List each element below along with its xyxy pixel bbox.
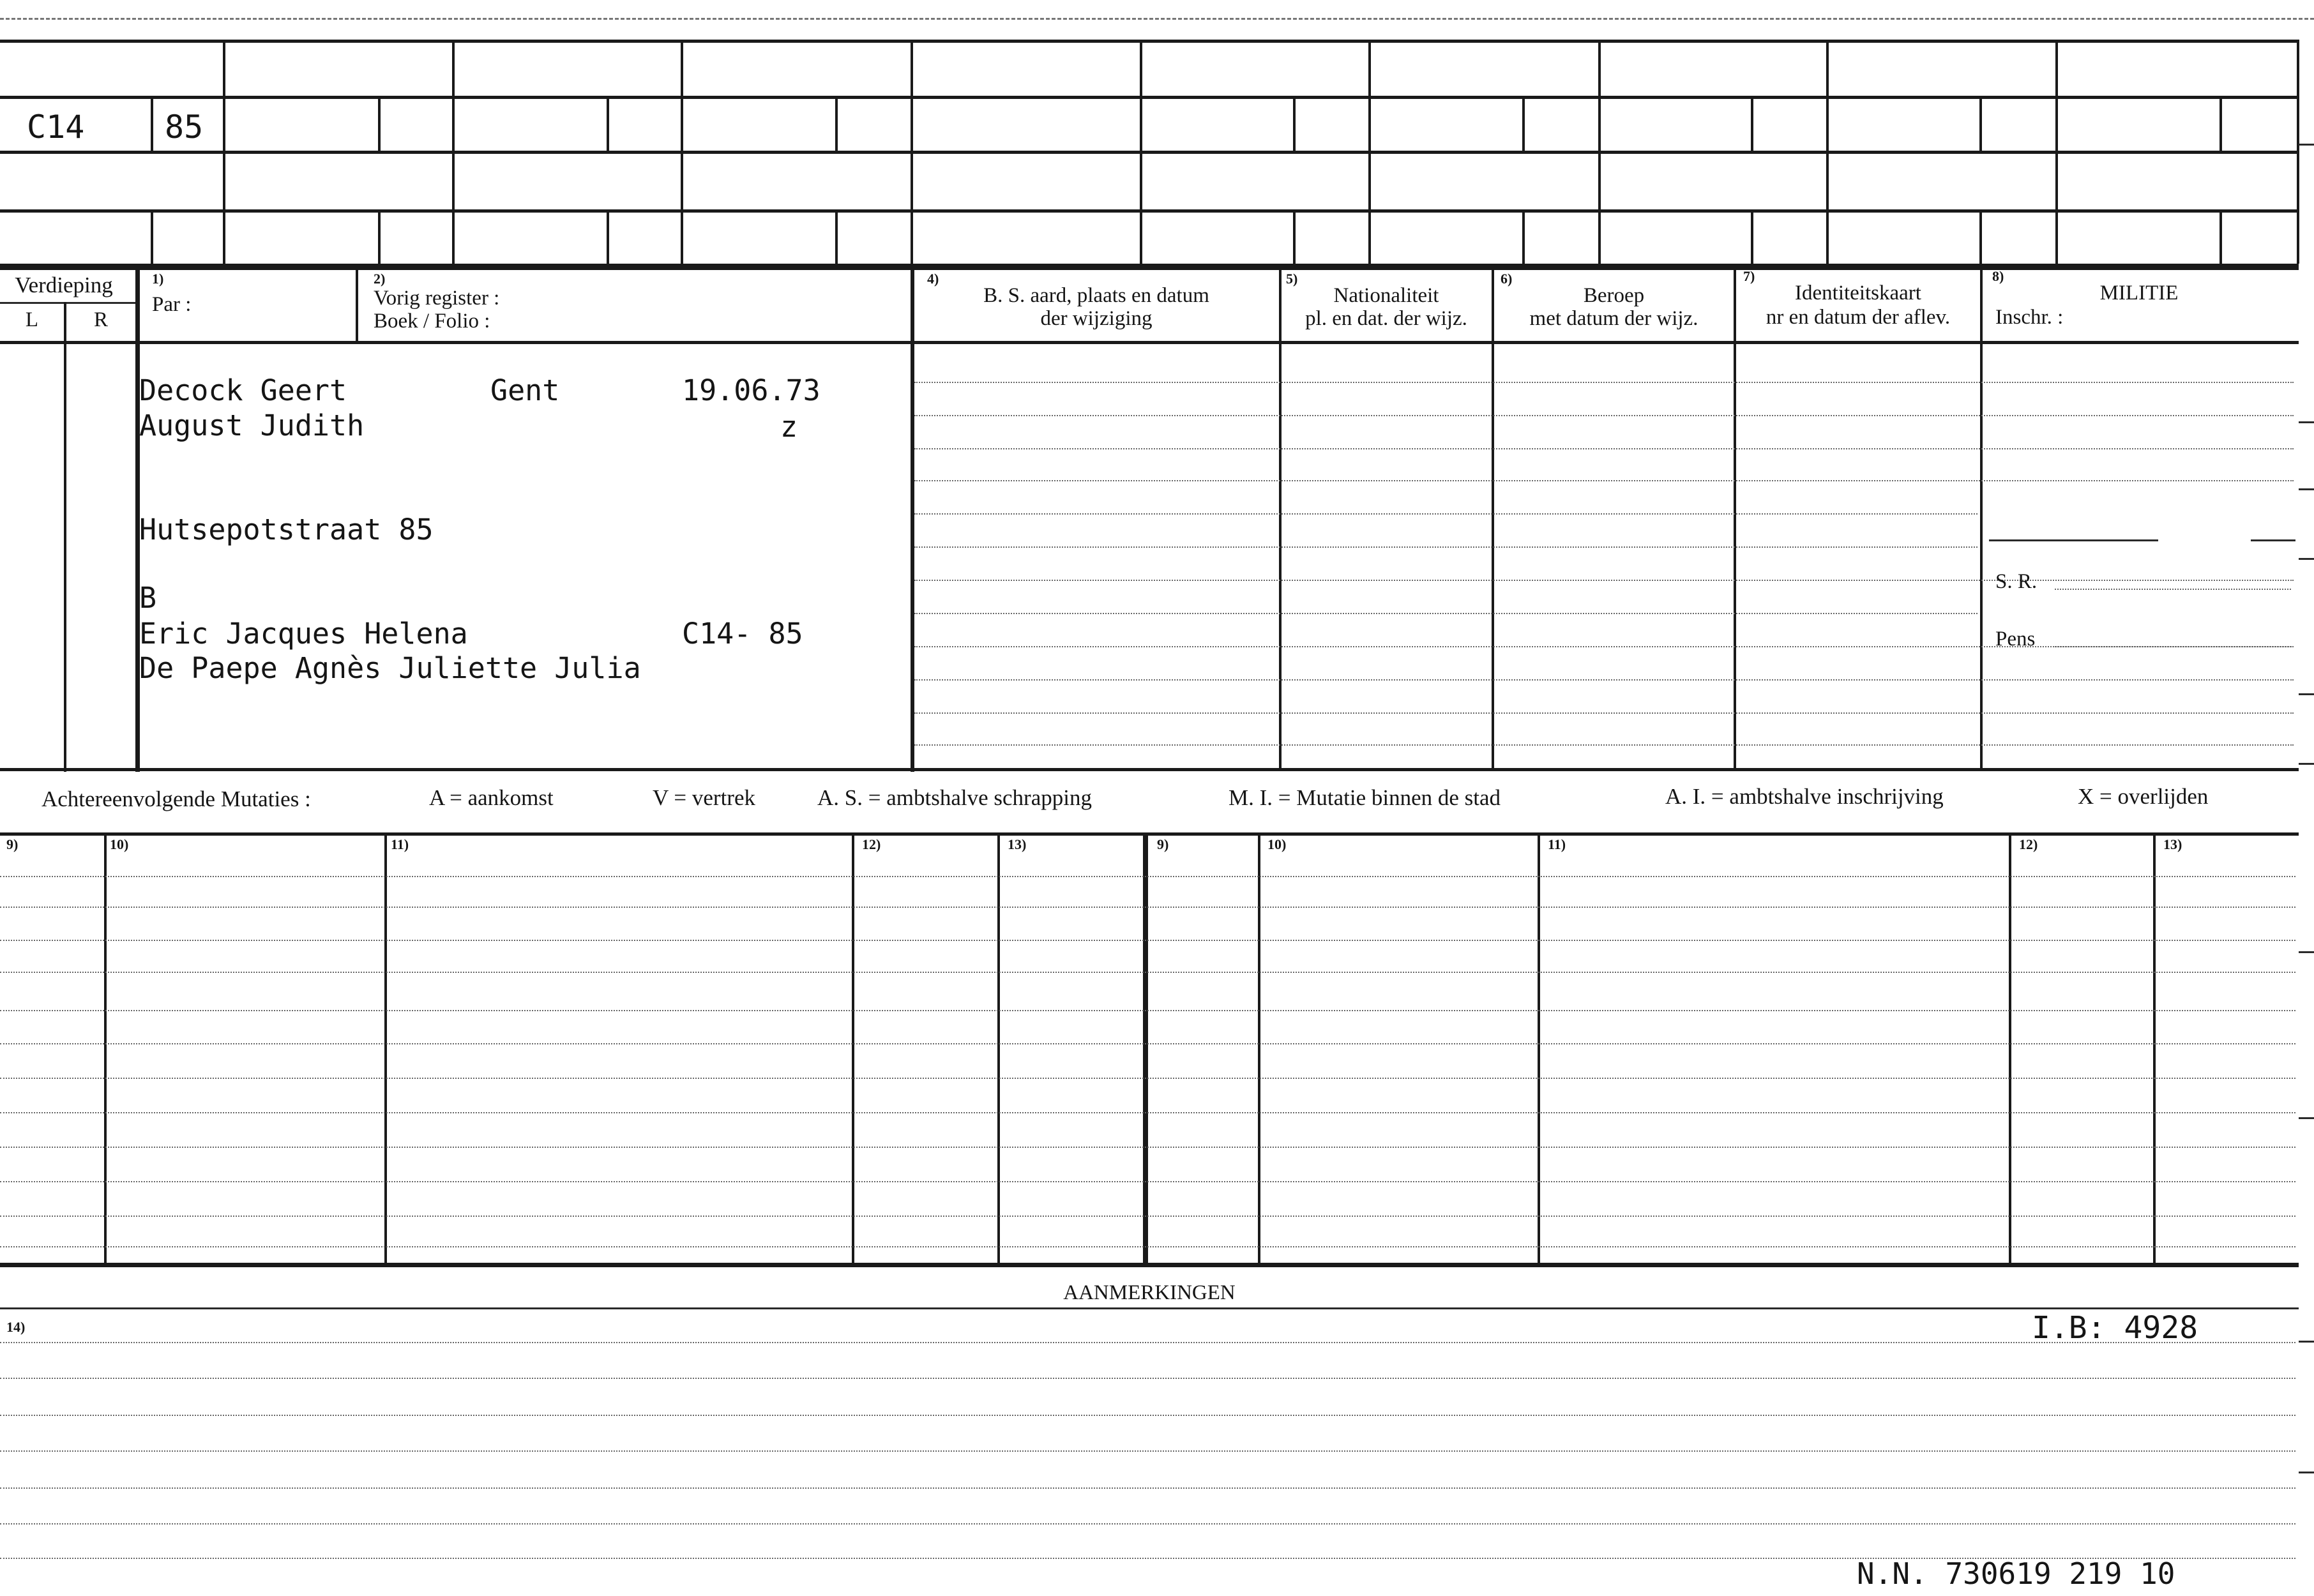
ruling bbox=[0, 972, 2295, 973]
ruling bbox=[0, 1450, 2295, 1452]
legend-vertrek: V = vertrek bbox=[653, 785, 755, 810]
grid-line bbox=[1751, 96, 1753, 151]
identiteitskaart-header: Identiteitskaart bbox=[1795, 282, 1921, 305]
ruling bbox=[914, 712, 2294, 714]
column-number: 7) bbox=[1743, 268, 1755, 284]
column-number: 2) bbox=[374, 271, 386, 287]
tick bbox=[2299, 144, 2314, 146]
ruling bbox=[914, 744, 2294, 746]
grid-line bbox=[64, 302, 66, 772]
tick bbox=[2299, 693, 2314, 695]
ruling bbox=[914, 613, 1977, 614]
grid-line bbox=[1522, 209, 1525, 264]
ruling bbox=[0, 1043, 2295, 1044]
verdieping-label: Verdieping bbox=[15, 273, 113, 297]
grid-line bbox=[1979, 96, 1982, 151]
ruling bbox=[0, 1415, 2295, 1416]
legend-aankomst: A = aankomst bbox=[429, 785, 554, 810]
grid-line bbox=[681, 40, 683, 264]
grid-line bbox=[0, 267, 2299, 270]
tick bbox=[2299, 1117, 2314, 1119]
grid-line bbox=[0, 341, 2299, 344]
grid-line bbox=[607, 209, 609, 264]
ruling bbox=[0, 1523, 2295, 1524]
grid-line bbox=[384, 832, 387, 1263]
ruling bbox=[0, 1216, 2295, 1217]
person-name-3: Eric Jacques Helena bbox=[139, 617, 468, 651]
column-number: 9) bbox=[1157, 836, 1169, 852]
grid-line bbox=[852, 832, 854, 1263]
grid-line bbox=[1734, 267, 1736, 768]
grid-line bbox=[1979, 209, 1982, 264]
birth-place: Gent bbox=[490, 373, 560, 407]
ruling bbox=[0, 1246, 2295, 1247]
grid-line bbox=[0, 96, 2299, 99]
grid-line bbox=[0, 768, 2299, 771]
grid-line bbox=[378, 96, 381, 151]
person-name-2: August Judith bbox=[139, 409, 365, 442]
top-cut-line bbox=[0, 18, 2314, 20]
boek-folio-label: Boek / Folio : bbox=[374, 310, 490, 333]
grid-line bbox=[1293, 96, 1296, 151]
grid-line bbox=[151, 209, 153, 264]
grid-line bbox=[1522, 96, 1525, 151]
ruling bbox=[914, 415, 2294, 416]
column-number: 11) bbox=[391, 836, 409, 852]
birth-date: 19.06.73 bbox=[682, 373, 820, 407]
ruling bbox=[0, 1078, 2295, 1079]
floor-left-label: L bbox=[25, 308, 39, 331]
beroep-subheader: met datum der wijz. bbox=[1529, 307, 1698, 330]
ruling bbox=[914, 448, 2294, 449]
address: Hutsepotstraat 85 bbox=[139, 513, 434, 546]
grid-line bbox=[0, 1263, 2299, 1267]
ruling bbox=[0, 876, 2295, 877]
column-number: 4) bbox=[927, 271, 939, 287]
ruling bbox=[0, 1487, 2295, 1489]
column-number: 11) bbox=[1548, 836, 1566, 852]
grid-line bbox=[0, 1307, 2299, 1309]
tick bbox=[2299, 763, 2314, 765]
grid-line bbox=[607, 96, 609, 151]
grid-line bbox=[0, 40, 2299, 43]
grid-line bbox=[2219, 96, 2222, 151]
grid-line bbox=[151, 96, 153, 151]
bs-header-line1: B. S. aard, plaats en datum bbox=[983, 284, 1209, 307]
grid-line bbox=[1492, 267, 1494, 768]
ruling bbox=[914, 546, 1977, 548]
militie-divider bbox=[1989, 539, 2158, 541]
militie-title: MILITIE bbox=[2099, 282, 2179, 305]
sr-line bbox=[2055, 589, 2291, 590]
grid-line bbox=[1598, 40, 1601, 264]
ruling bbox=[0, 1112, 2295, 1113]
ruling bbox=[914, 580, 2294, 581]
ruling bbox=[0, 1010, 2295, 1011]
grid-line bbox=[1293, 209, 1296, 264]
ruling bbox=[914, 382, 2294, 383]
ruling bbox=[0, 1181, 2295, 1182]
par-label: Par : bbox=[152, 293, 192, 316]
column-number: 5) bbox=[1286, 271, 1298, 287]
bs-header-line2: der wijziging bbox=[1040, 307, 1153, 330]
section-code: C14 bbox=[27, 109, 85, 146]
legend-inschrijving: A. I. = ambtshalve inschrijving bbox=[1665, 784, 1944, 809]
grid-line bbox=[0, 151, 2299, 154]
tick bbox=[2299, 1341, 2314, 1343]
tick bbox=[2299, 1472, 2314, 1473]
remarks-title: AANMERKINGEN bbox=[1063, 1281, 1236, 1304]
column-number: 6) bbox=[1501, 271, 1513, 287]
grid-line bbox=[0, 302, 135, 304]
grid-line bbox=[2009, 832, 2011, 1263]
grid-line bbox=[1368, 40, 1371, 264]
grid-line bbox=[223, 40, 225, 264]
nationaliteit-subheader: pl. en dat. der wijz. bbox=[1305, 307, 1467, 330]
grid-line bbox=[378, 209, 381, 264]
ruling bbox=[914, 513, 1977, 515]
column-number: 10) bbox=[1267, 836, 1287, 852]
person-name-1: Decock Geert bbox=[139, 373, 347, 407]
ruling bbox=[914, 480, 2294, 481]
grid-line bbox=[0, 209, 2299, 213]
grid-line bbox=[2219, 209, 2222, 264]
sr-label: S. R. bbox=[1995, 570, 2038, 593]
identiteitskaart-subheader: nr en datum der aflev. bbox=[1766, 306, 1951, 329]
grid-line bbox=[835, 96, 838, 151]
militie-divider bbox=[2251, 539, 2295, 541]
pens-line bbox=[2053, 646, 2291, 647]
tick bbox=[2299, 558, 2314, 560]
grid-line bbox=[911, 267, 914, 772]
grid-line bbox=[356, 267, 358, 341]
national-number: N.N. 730619 219 10 bbox=[1857, 1556, 2175, 1591]
ruling bbox=[0, 1147, 2295, 1148]
grid-line bbox=[1826, 40, 1829, 264]
ruling bbox=[0, 1378, 2295, 1379]
grid-line bbox=[1751, 209, 1753, 264]
status-code: z bbox=[780, 410, 798, 444]
tick bbox=[2299, 951, 2314, 953]
ruling bbox=[914, 679, 2294, 681]
column-number: 9) bbox=[6, 836, 19, 852]
tick bbox=[2299, 488, 2314, 490]
grid-line bbox=[0, 832, 2299, 836]
grid-line bbox=[452, 40, 455, 264]
column-number: 10) bbox=[110, 836, 129, 852]
grid-line bbox=[2055, 40, 2058, 264]
grid-line bbox=[2153, 832, 2156, 1263]
tick bbox=[2299, 421, 2314, 423]
grid-line bbox=[911, 40, 913, 264]
floor-right-label: R bbox=[93, 308, 108, 331]
grid-line bbox=[2297, 40, 2299, 264]
column-number: 13) bbox=[1008, 836, 1027, 852]
grid-line bbox=[1980, 267, 1983, 768]
grid-line bbox=[1140, 40, 1142, 264]
column-number: 14) bbox=[6, 1319, 26, 1335]
entry-marker: B bbox=[139, 581, 157, 615]
vorig-register-label: Vorig register : bbox=[374, 287, 500, 310]
mutations-label: Achtereenvolgende Mutaties : bbox=[42, 787, 311, 811]
ruling bbox=[0, 907, 2295, 908]
pens-label: Pens bbox=[1995, 628, 2036, 651]
legend-schrapping: A. S. = ambtshalve schrapping bbox=[817, 785, 1092, 810]
grid-line bbox=[835, 209, 838, 264]
column-number: 8) bbox=[1992, 268, 2004, 284]
legend-overlijden: X = overlijden bbox=[2078, 784, 2209, 809]
ruling bbox=[0, 940, 2295, 941]
ib-number: I.B: 4928 bbox=[2032, 1310, 2198, 1346]
column-number: 1) bbox=[152, 271, 164, 287]
inschr-label: Inschr. : bbox=[1995, 306, 2064, 329]
nationaliteit-header: Nationaliteit bbox=[1333, 284, 1439, 307]
house-number: 85 bbox=[165, 109, 204, 146]
grid-line bbox=[1279, 267, 1282, 768]
beroep-header: Beroep bbox=[1583, 284, 1645, 307]
grid-line bbox=[1143, 832, 1148, 1263]
grid-line bbox=[1258, 832, 1260, 1263]
reference-code: C14- 85 bbox=[682, 617, 803, 651]
person-name-4: De Paepe Agnès Juliette Julia bbox=[139, 651, 641, 685]
grid-line bbox=[104, 832, 107, 1263]
grid-line bbox=[997, 832, 1000, 1263]
column-number: 12) bbox=[2019, 836, 2038, 852]
ruling bbox=[0, 1342, 2295, 1343]
legend-mutatie: M. I. = Mutatie binnen de stad bbox=[1229, 785, 1501, 810]
column-number: 12) bbox=[862, 836, 881, 852]
grid-line bbox=[1538, 832, 1540, 1263]
column-number: 13) bbox=[2163, 836, 2182, 852]
